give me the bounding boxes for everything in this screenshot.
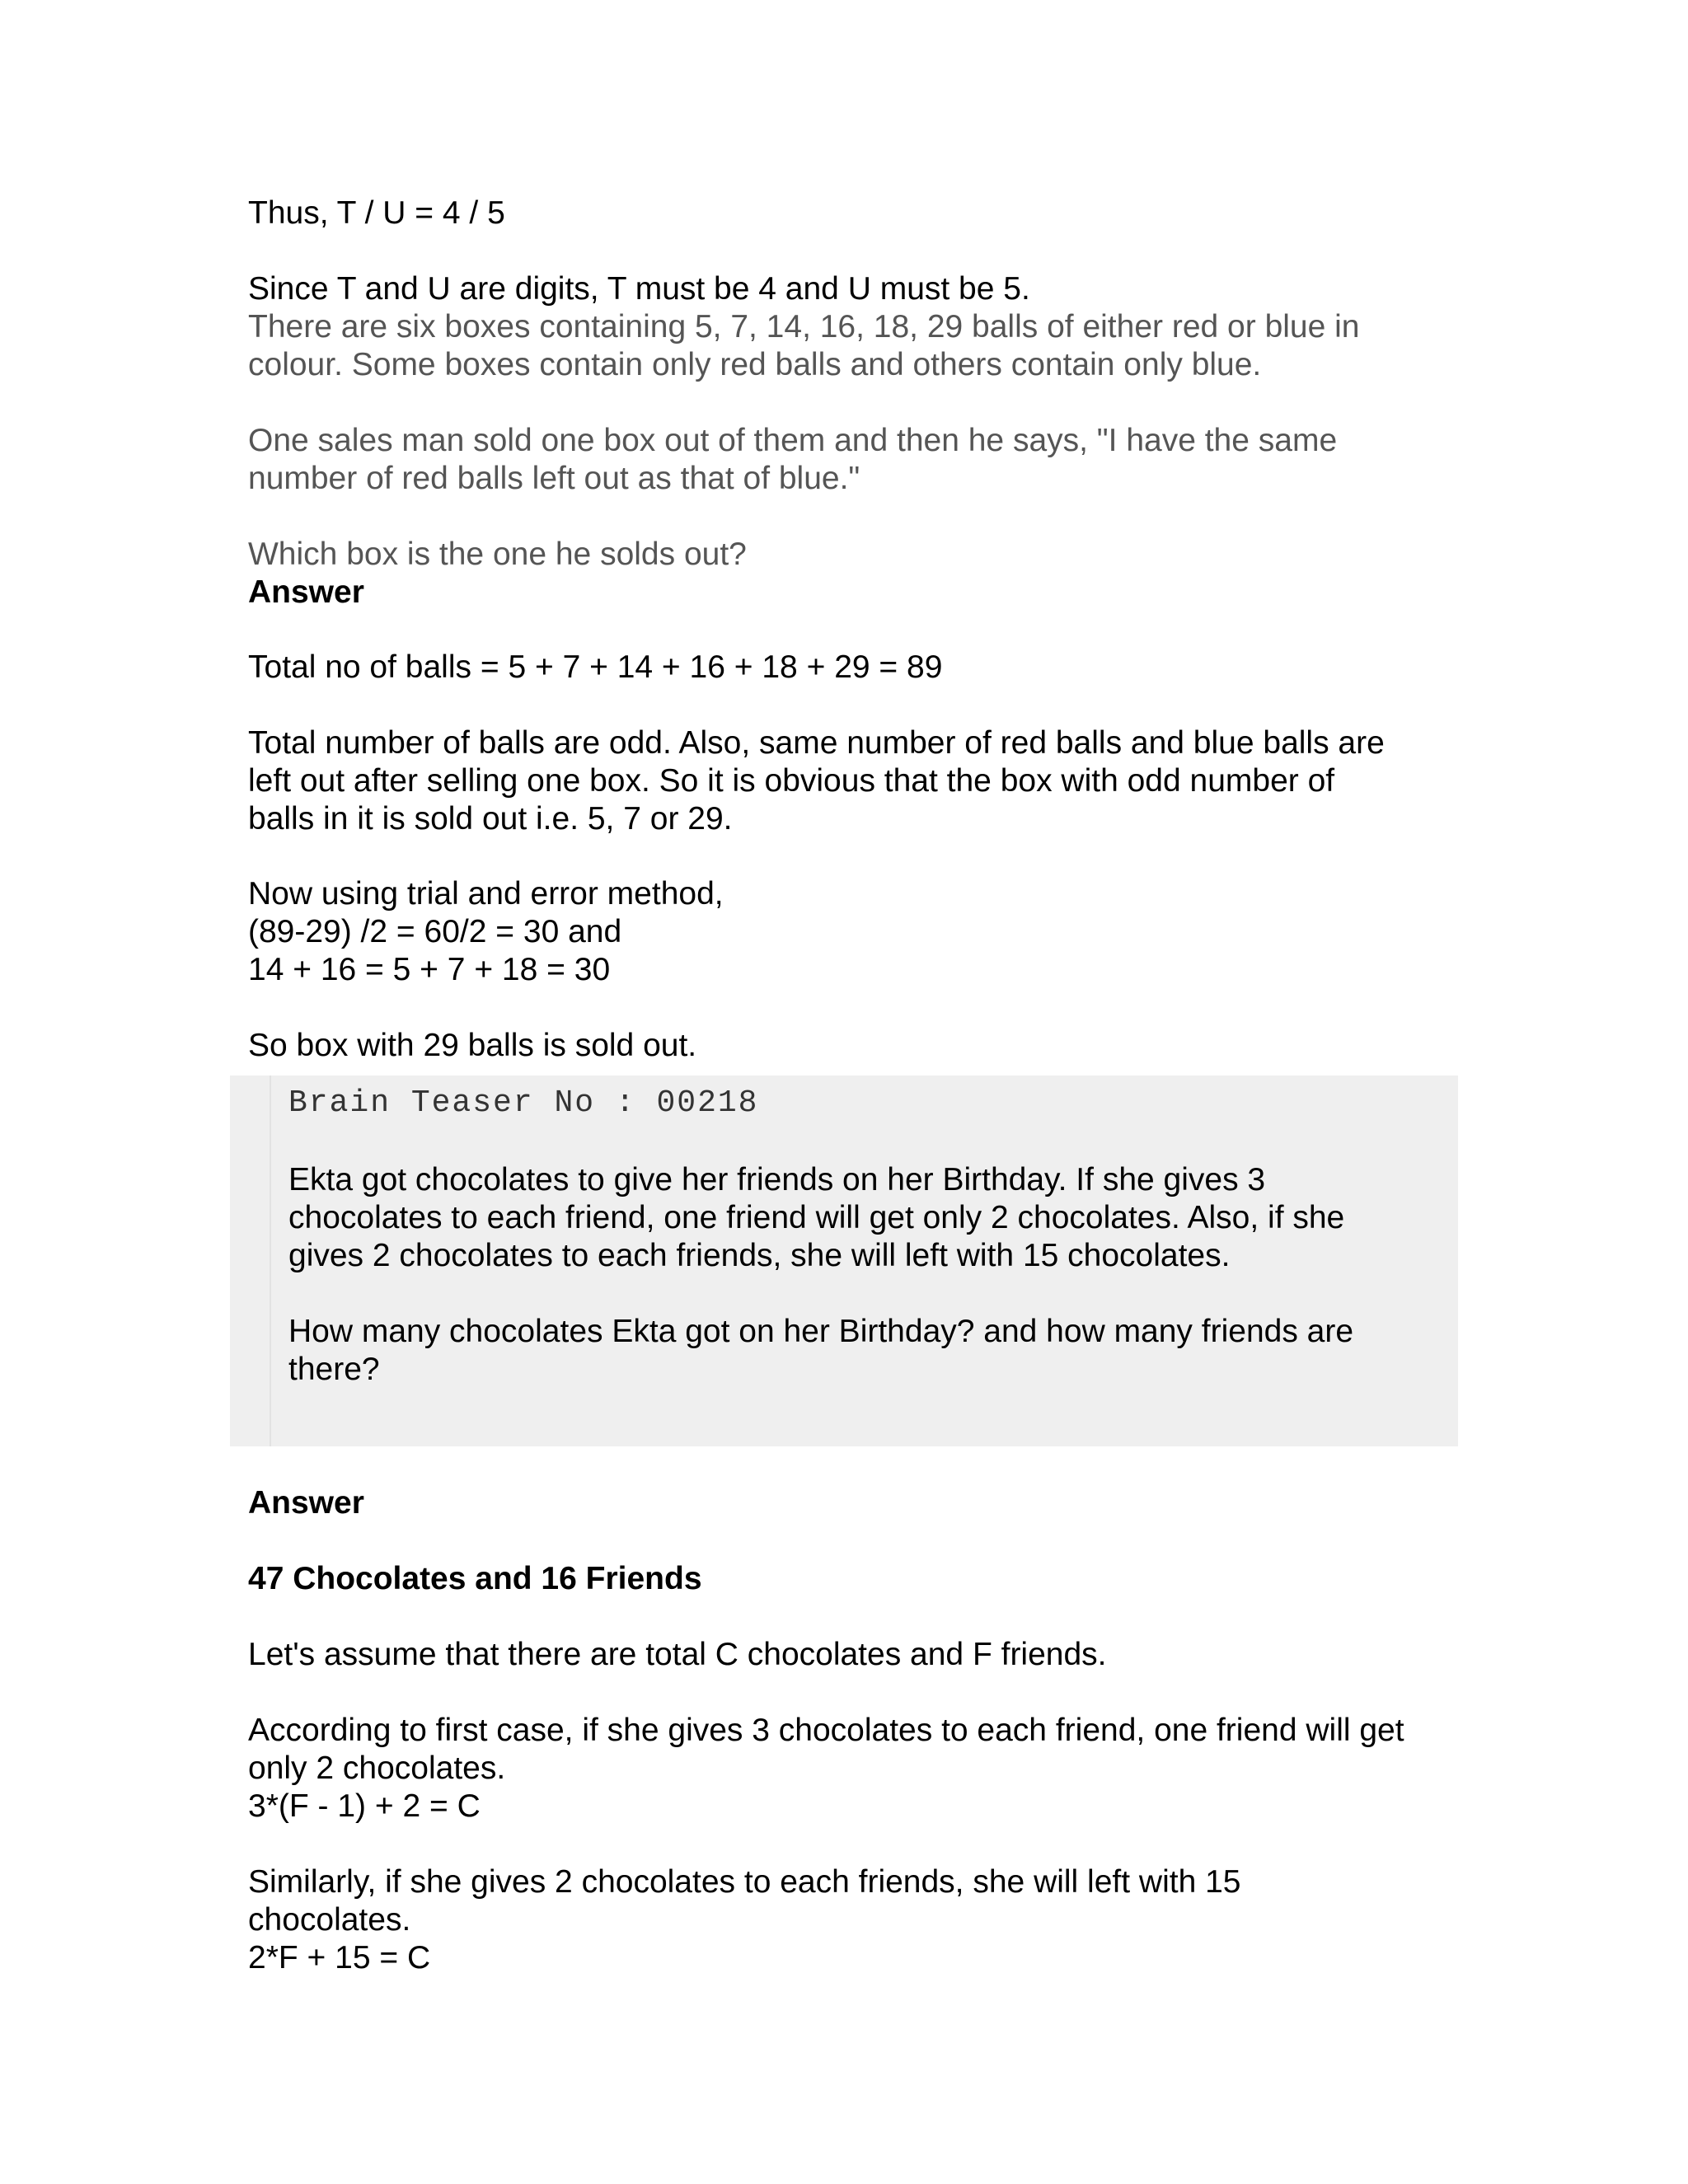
trial-line: (89-29) /2 = 60/2 = 30 and [248,914,622,949]
case1-line: only 2 chocolates. [248,1750,506,1786]
statement-line: number of red balls left out as that of blue." [248,461,860,496]
brain-teaser-ask [288,1313,1442,1389]
trial-line: Now using trial and error method, [248,876,724,912]
teaser-answer-result [248,1560,1451,1598]
case1-line: According to first case, if she gives 3 chocolates to each friend, one friend will get [248,1713,1404,1748]
balls-question [248,308,1451,384]
result-line: 47 Chocolates and 16 Friends [248,1561,702,1596]
digits-line: Since T and U are digits, T must be 4 and U must be 5. [248,271,1030,307]
teaser-number-text: Brain Teaser No : 00218 [288,1085,759,1121]
balls-total [248,649,1451,687]
case2-equation: 2*F + 15 = C [248,1940,431,1975]
balls-answer-heading [248,574,1451,612]
balls-reasoning [248,724,1451,838]
answer-heading-text: Answer [248,1485,364,1521]
assume-line: Let's assume that there are total C chocolates and F friends. [248,1637,1107,1672]
answer-heading-text: Answer [248,574,364,610]
question-line: colour. Some boxes contain only red balls and others contain only blue. [248,347,1262,382]
case2-line: Similarly, if she gives 2 chocolates to each friends, she will left with 15 [248,1864,1241,1900]
balls-statement [248,422,1451,498]
conclusion-line: So box with 29 balls is sold out. [248,1028,697,1063]
case2-line: chocolates. [248,1902,411,1938]
prev-solution-digits [248,270,1451,308]
trial-line: 14 + 16 = 5 + 7 + 18 = 30 [248,952,611,987]
statement-line: One sales man sold one box out of them and then he says, "I have the same [248,423,1338,458]
total-line: Total no of balls = 5 + 7 + 14 + 16 + 18 + 29 = 89 [248,649,943,685]
reasoning-line: left out after selling one box. So it is obvious that the box with odd number of [248,763,1335,799]
balls-ask [248,536,1451,574]
teaser-question-line: chocolates to each friend, one friend will get only 2 chocolates. Also, if she [288,1200,1345,1235]
teaser-ask-line: there? [288,1352,380,1387]
case1-equation: 3*(F - 1) + 2 = C [248,1788,481,1824]
question-line: There are six boxes containing 5, 7, 14, 16, 18, 29 balls of either red or blue in [248,309,1360,344]
teaser-question-line: gives 2 chocolates to each friends, she will left with 15 chocolates. [288,1238,1231,1273]
teaser-question-line: Ekta got chocolates to give her friends on her Birthday. If she gives 3 [288,1162,1266,1197]
brain-teaser-number [288,1085,1442,1122]
brain-teaser-divider [270,1076,271,1446]
teaser-answer-heading [248,1484,1451,1522]
teaser-answer-case2 [248,1863,1451,1977]
reasoning-line: Total number of balls are odd. Also, same number of red balls and blue balls are [248,725,1385,761]
teaser-ask-line: How many chocolates Ekta got on her Birthday? and how many friends are [288,1314,1354,1349]
ask-line: Which box is the one he solds out? [248,537,747,572]
teaser-answer-assume [248,1636,1451,1674]
prev-solution-ratio [248,194,1451,232]
brain-teaser-question [288,1161,1442,1275]
teaser-answer-case1 [248,1712,1451,1825]
reasoning-line: balls in it is sold out i.e. 5, 7 or 29. [248,801,733,837]
balls-conclusion [248,1027,1451,1065]
balls-trial [248,875,1451,989]
ratio-line: Thus, T / U = 4 / 5 [248,195,505,231]
